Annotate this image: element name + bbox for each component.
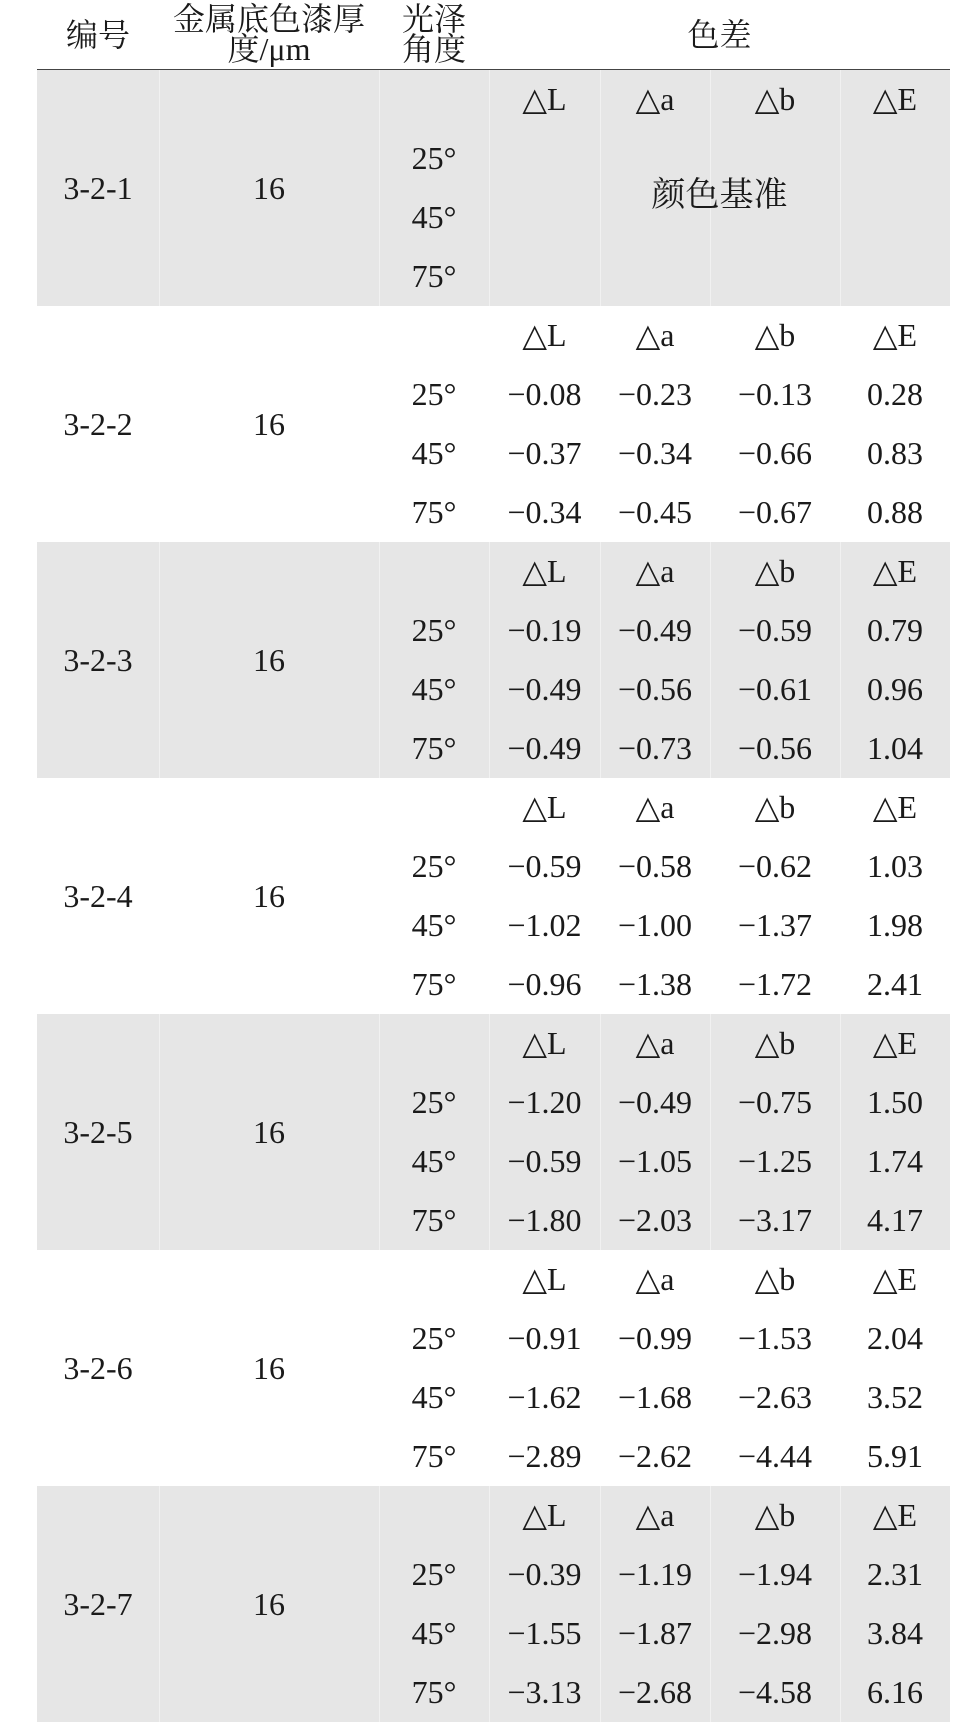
delta-label-da: △a xyxy=(635,1025,675,1061)
table-row xyxy=(37,1663,950,1722)
value-dL: −0.39 xyxy=(507,1556,582,1592)
gloss-angle: 25° xyxy=(411,612,457,648)
table-group xyxy=(37,542,950,778)
value-db: −2.98 xyxy=(737,1615,813,1651)
value-dE: 4.17 xyxy=(867,1202,923,1238)
header-angle-line1: 光泽 xyxy=(401,1,466,37)
value-dE: 1.50 xyxy=(867,1084,923,1120)
basecoat-thickness: 16 xyxy=(253,1350,285,1386)
delta-label-db: △b xyxy=(754,1025,796,1061)
basecoat-thickness: 16 xyxy=(253,642,285,678)
gloss-angle: 45° xyxy=(411,435,457,471)
value-db: −1.94 xyxy=(737,1556,813,1592)
table-row xyxy=(37,660,950,719)
value-dE: 1.74 xyxy=(867,1143,923,1179)
value-da: −2.62 xyxy=(617,1438,693,1474)
value-db: −0.67 xyxy=(737,494,813,530)
value-db: −3.17 xyxy=(737,1202,813,1238)
value-db: −4.58 xyxy=(737,1674,813,1710)
table-group xyxy=(37,1486,950,1722)
table-group xyxy=(37,306,950,542)
value-db: −1.53 xyxy=(737,1320,813,1356)
value-dL: −0.34 xyxy=(507,494,582,530)
gloss-angle: 75° xyxy=(411,1202,457,1238)
table-group xyxy=(37,70,950,306)
value-dL: −0.59 xyxy=(507,848,582,884)
header-angle xyxy=(379,0,489,70)
gloss-angle: 25° xyxy=(411,140,457,176)
gloss-angle: 45° xyxy=(411,1615,457,1651)
delta-label-row xyxy=(37,1014,950,1073)
delta-label-dL: △L xyxy=(522,789,567,825)
gloss-angle: 75° xyxy=(411,966,457,1002)
value-dE: 2.41 xyxy=(867,966,923,1002)
header-angle-line2: 角度 xyxy=(401,31,466,67)
delta-label-row xyxy=(37,70,950,129)
delta-label-dE: △E xyxy=(872,553,918,589)
value-db: −0.59 xyxy=(737,612,813,648)
gloss-angle: 75° xyxy=(411,494,457,530)
delta-label-dE: △E xyxy=(872,1025,918,1061)
value-dL: −0.59 xyxy=(507,1143,582,1179)
value-dL: −1.02 xyxy=(507,907,582,943)
value-db: −1.72 xyxy=(737,966,813,1002)
header-thickness xyxy=(159,0,379,70)
value-dE: 0.88 xyxy=(867,494,923,530)
value-dE: 0.79 xyxy=(867,612,923,648)
value-db: −0.75 xyxy=(737,1084,813,1120)
value-da: −2.68 xyxy=(617,1674,693,1710)
value-da: −0.23 xyxy=(617,376,693,412)
table-row xyxy=(37,896,950,955)
sample-id: 3-2-5 xyxy=(63,1114,133,1150)
value-da: −1.87 xyxy=(617,1615,693,1651)
value-dL: −1.20 xyxy=(507,1084,582,1120)
value-dE: 3.84 xyxy=(867,1615,923,1651)
sample-id: 3-2-4 xyxy=(63,878,133,914)
value-da: −1.68 xyxy=(617,1379,693,1415)
delta-label-da: △a xyxy=(635,553,675,589)
value-da: −1.38 xyxy=(617,966,693,1002)
delta-label-dE: △E xyxy=(872,317,918,353)
gloss-angle: 45° xyxy=(411,199,457,235)
delta-label-da: △a xyxy=(635,1497,675,1533)
header-thickness-line2: 度/μm xyxy=(227,31,311,67)
basecoat-thickness: 16 xyxy=(253,1586,285,1622)
delta-label-db: △b xyxy=(754,317,796,353)
table-row xyxy=(37,1073,950,1132)
delta-label-row xyxy=(37,1486,950,1545)
delta-label-da: △a xyxy=(635,317,675,353)
value-dL: −0.49 xyxy=(507,671,582,707)
value-dE: 2.04 xyxy=(867,1320,923,1356)
value-dE: 1.98 xyxy=(867,907,923,943)
value-dE: 0.96 xyxy=(867,671,923,707)
header-thickness-line1: 金属底色漆厚 xyxy=(172,1,365,37)
value-da: −0.56 xyxy=(617,671,693,707)
value-dL: −1.62 xyxy=(507,1379,582,1415)
value-dL: −0.49 xyxy=(507,730,582,766)
value-da: −2.03 xyxy=(617,1202,693,1238)
value-dL: −1.55 xyxy=(507,1615,582,1651)
basecoat-thickness: 16 xyxy=(253,406,285,442)
value-dL: −0.91 xyxy=(507,1320,582,1356)
basecoat-thickness: 16 xyxy=(253,878,285,914)
value-dL: −3.13 xyxy=(507,1674,582,1710)
value-da: −0.49 xyxy=(617,612,693,648)
value-dE: 2.31 xyxy=(867,1556,923,1592)
delta-label-dL: △L xyxy=(522,81,567,117)
value-da: −0.34 xyxy=(617,435,693,471)
value-dL: −0.08 xyxy=(507,376,582,412)
delta-label-dL: △L xyxy=(522,553,567,589)
sample-id: 3-2-3 xyxy=(63,642,133,678)
basecoat-thickness: 16 xyxy=(253,1114,285,1150)
delta-label-da: △a xyxy=(635,789,675,825)
value-dE: 6.16 xyxy=(867,1674,923,1710)
sample-id: 3-2-7 xyxy=(63,1586,133,1622)
table-row xyxy=(37,955,950,1014)
value-da: −1.00 xyxy=(617,907,693,943)
value-db: −0.13 xyxy=(737,376,813,412)
gloss-angle: 25° xyxy=(411,1556,457,1592)
value-dE: 0.83 xyxy=(867,435,923,471)
table-row xyxy=(37,247,950,306)
value-db: −1.25 xyxy=(737,1143,813,1179)
table-group xyxy=(37,1014,950,1250)
delta-label-dL: △L xyxy=(522,1261,567,1297)
delta-label-row xyxy=(37,542,950,601)
table-row xyxy=(37,601,950,660)
gloss-angle: 45° xyxy=(411,1379,457,1415)
gloss-angle: 25° xyxy=(411,1084,457,1120)
value-da: −1.19 xyxy=(617,1556,693,1592)
value-db: −0.62 xyxy=(737,848,813,884)
color-baseline-label: 颜色基准 xyxy=(651,177,788,214)
value-da: −0.73 xyxy=(617,730,693,766)
value-db: −2.63 xyxy=(737,1379,813,1415)
table-row xyxy=(37,1368,950,1427)
value-dL: −0.37 xyxy=(507,435,582,471)
gloss-angle: 75° xyxy=(411,258,457,294)
delta-label-db: △b xyxy=(754,81,796,117)
table-row xyxy=(37,483,950,542)
value-dE: 3.52 xyxy=(867,1379,923,1415)
table-row xyxy=(37,1132,950,1191)
table-row xyxy=(37,424,950,483)
table-row xyxy=(37,1309,950,1368)
delta-label-dL: △L xyxy=(522,1025,567,1061)
table-row xyxy=(37,837,950,896)
value-da: −0.49 xyxy=(617,1084,693,1120)
gloss-angle: 75° xyxy=(411,1674,457,1710)
delta-label-dL: △L xyxy=(522,317,567,353)
delta-label-db: △b xyxy=(754,789,796,825)
delta-label-db: △b xyxy=(754,1497,796,1533)
delta-label-dL: △L xyxy=(522,1497,567,1533)
value-db: −4.44 xyxy=(737,1438,813,1474)
sample-id: 3-2-2 xyxy=(63,406,133,442)
table-row xyxy=(37,1427,950,1486)
delta-label-dE: △E xyxy=(872,81,918,117)
gloss-angle: 45° xyxy=(411,1143,457,1179)
table-header xyxy=(37,0,950,70)
value-dL: −2.89 xyxy=(507,1438,582,1474)
table-row xyxy=(37,365,950,424)
gloss-angle: 25° xyxy=(411,848,457,884)
table-row xyxy=(37,1545,950,1604)
value-da: −0.58 xyxy=(617,848,693,884)
value-db: −0.56 xyxy=(737,730,813,766)
value-dL: −0.96 xyxy=(507,966,582,1002)
gloss-angle: 25° xyxy=(411,1320,457,1356)
value-db: −0.66 xyxy=(737,435,813,471)
sample-id: 3-2-6 xyxy=(63,1350,133,1386)
gloss-angle: 45° xyxy=(411,907,457,943)
table-row xyxy=(37,1191,950,1250)
delta-label-db: △b xyxy=(754,1261,796,1297)
value-da: −0.99 xyxy=(617,1320,693,1356)
gloss-angle: 45° xyxy=(411,671,457,707)
delta-label-dE: △E xyxy=(872,1497,918,1533)
value-db: −0.61 xyxy=(737,671,813,707)
table-row xyxy=(37,719,950,778)
header-id: 编号 xyxy=(65,17,130,53)
delta-label-row xyxy=(37,306,950,365)
delta-label-dE: △E xyxy=(872,1261,918,1297)
delta-label-row xyxy=(37,1250,950,1309)
value-db: −1.37 xyxy=(737,907,813,943)
gloss-angle: 75° xyxy=(411,1438,457,1474)
value-dL: −0.19 xyxy=(507,612,582,648)
value-dL: −1.80 xyxy=(507,1202,582,1238)
value-da: −1.05 xyxy=(617,1143,693,1179)
value-dE: 1.04 xyxy=(867,730,923,766)
delta-label-row xyxy=(37,778,950,837)
value-dE: 5.91 xyxy=(867,1438,923,1474)
delta-label-da: △a xyxy=(635,1261,675,1297)
table-row xyxy=(37,1604,950,1663)
basecoat-thickness: 16 xyxy=(253,170,285,206)
gloss-angle: 25° xyxy=(411,376,457,412)
value-da: −0.45 xyxy=(617,494,693,530)
gloss-angle: 75° xyxy=(411,730,457,766)
value-dE: 0.28 xyxy=(867,376,923,412)
sample-id: 3-2-1 xyxy=(63,170,133,206)
table-group xyxy=(37,778,950,1014)
table-group xyxy=(37,1250,950,1486)
header-color-diff: 色差 xyxy=(687,17,752,53)
delta-label-dE: △E xyxy=(872,789,918,825)
value-dE: 1.03 xyxy=(867,848,923,884)
delta-label-db: △b xyxy=(754,553,796,589)
delta-label-da: △a xyxy=(635,81,675,117)
